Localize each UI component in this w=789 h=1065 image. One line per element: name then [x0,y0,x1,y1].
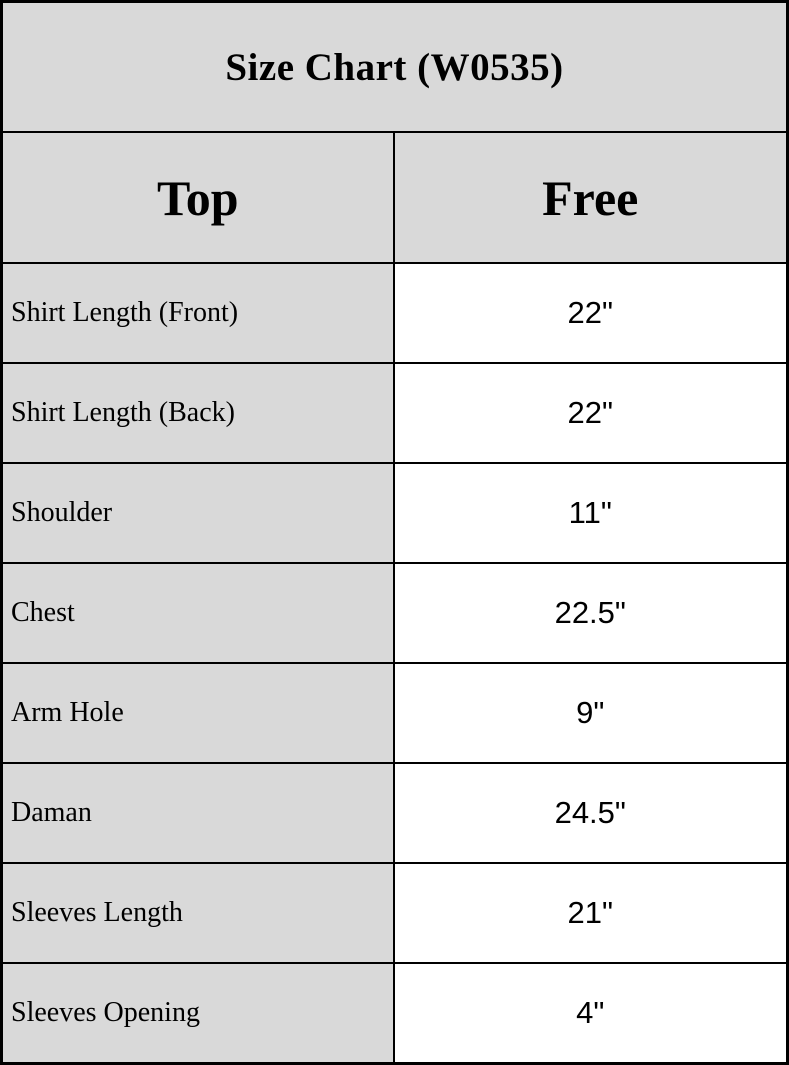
row-label: Daman [3,764,395,862]
row-value: 22" [395,264,787,362]
column-header-free: Free [395,133,787,262]
row-label: Chest [3,564,395,662]
header-row [3,133,786,264]
row-value: 9" [395,664,787,762]
table-row [3,864,786,964]
table-row [3,964,786,1062]
row-label: Arm Hole [3,664,395,762]
row-label: Shirt Length (Back) [3,364,395,462]
row-value: 22" [395,364,787,462]
row-label: Shirt Length (Front) [3,264,395,362]
table-row [3,564,786,664]
chart-title: Size Chart (W0535) [225,45,564,89]
row-label: Sleeves Opening [3,964,395,1062]
table-row [3,664,786,764]
title-row [3,3,786,133]
row-value: 24.5" [395,764,787,862]
column-header-top: Top [3,133,395,262]
table-row [3,764,786,864]
row-label: Sleeves Length [3,864,395,962]
row-value: 22.5" [395,564,787,662]
row-value: 4" [395,964,787,1062]
table-row [3,264,786,364]
table-row [3,364,786,464]
row-value: 11" [395,464,787,562]
row-label: Shoulder [3,464,395,562]
row-value: 21" [395,864,787,962]
table-row [3,464,786,564]
